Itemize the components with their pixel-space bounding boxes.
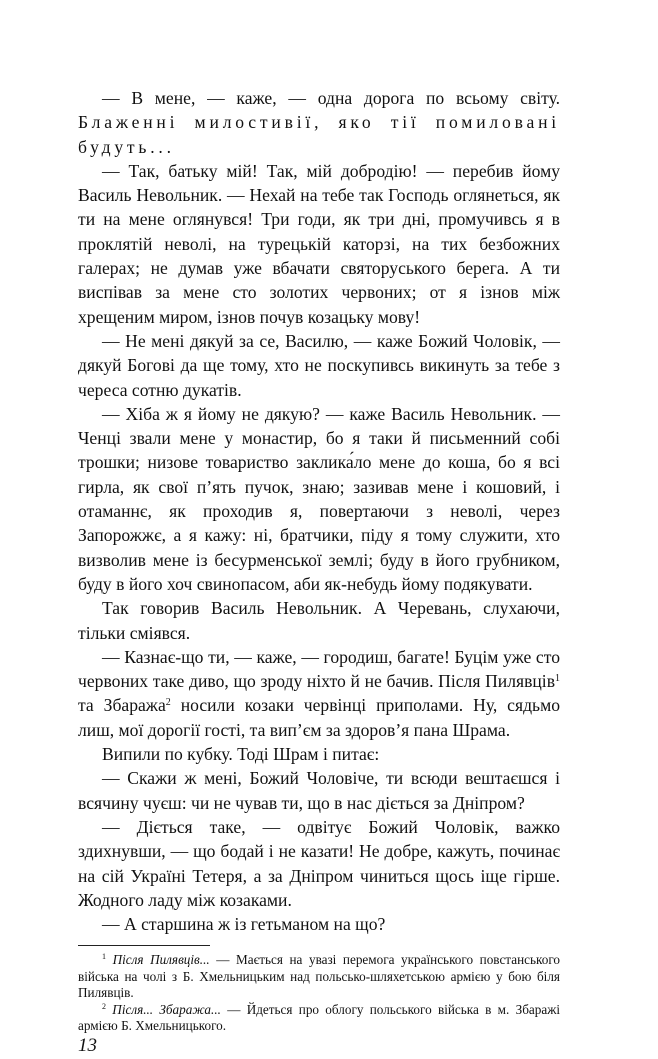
- text-segment: — Хіба ж я йому не дякую? — каже Василь Невольник. — Ченці звали мене у монастир, бо я таки й письменний собі трошки; низове товариство заклика́ло мене до коша, бо я всі гирла, як свої п’ять пучок, знаю; зазивав мене і кошовий, і отаманнє, як проходив я, повертаючи з неволі, через Запорожжє, а я кажу: ні, братчики, піду я тому служити, хто визволив мене із бесурменської землі; буду в його грубником, буду в його хоч свинопасом, аби як-небудь йому подякувати.: [78, 403, 560, 594]
- paragraph: [78, 766, 560, 815]
- text-segment: Після... Збаража...: [112, 1001, 221, 1017]
- footnote-marker: 1: [102, 952, 106, 962]
- text-segment: — Скажи ж мені, Божий Чоловіче, ти всюди вештаєшся і всячину чуєш: чи не чував ти, що в нас діється за Дніпром?: [78, 768, 560, 813]
- footnote-marker: 2: [165, 697, 171, 709]
- text-segment: [106, 952, 113, 967]
- page-number: 13: [78, 1035, 97, 1057]
- paragraph: [78, 402, 560, 596]
- body-text: [78, 86, 560, 936]
- paragraph: [78, 645, 560, 742]
- text-segment: Після Пилявців...: [112, 952, 210, 968]
- text-segment: — Діється таке, — одвітує Божий Чоловік, важко здихнувши, — що бодай і не казати! Не добре, кажуть, починає на сій Україні Тетеря, а за Дніпром чиниться щось іще гірше. Жодного ладу між козаками.: [78, 816, 560, 910]
- text-segment: — В мене, — каже, — одна дорога по всьому світу.: [102, 88, 560, 108]
- text-segment: — Йдеться про облогу польського війська в м. Збаражі армією Б. Хмельницького.: [78, 1001, 560, 1034]
- footnote: [78, 1002, 560, 1035]
- text-segment: — А старшина ж із гетьманом на що?: [102, 914, 386, 935]
- footnote: [78, 952, 560, 1001]
- text-segment: носили козаки червінці приполами. Ну, сядьмо лиш, мої дорогії гості, та вип’єм за здоров’я пана Шрама.: [78, 695, 560, 740]
- text-segment: та Збаража: [78, 695, 166, 716]
- footnote-marker: 1: [555, 673, 560, 685]
- footnote-marker: 2: [102, 1001, 106, 1011]
- text-segment: — Так, батьку мій! Так, мій добродію! — перебив йому Василь Невольник. — Нехай на тебе так Господь оглянеться, як ти на мене оглянувся! Три годи, як три дні, промучивсь я в проклятій неволі, на турецькій каторзі, на тих безбожних галерах; не думав уже вбачати святоруського берега. А ти виспівав за мене сто золотих червоних; от я ізнов між хрещеним миром, ізнов почув козацьку мову!: [78, 160, 560, 327]
- footnotes: [78, 952, 560, 1034]
- paragraph: [78, 159, 560, 329]
- text-segment: — Не мені дякуй за се, Василю, — каже Божий Чоловік, — дякуй Богові да ще тому, хто не поскупивсь викинуть за тебе з череса сотню дукатів.: [78, 330, 560, 400]
- footnote-divider: [78, 945, 210, 946]
- text-segment: Випили по кубку. Тоді Шрам і питає:: [102, 744, 380, 765]
- paragraph: [78, 912, 560, 936]
- paragraph: [78, 742, 560, 766]
- text-segment: — Мається на увазі перемога українського повстанського війська на чолі з Б. Хмельницьким над польсько-шляхетською армією у бою біля Пилявців.: [78, 952, 561, 1001]
- paragraph: [78, 329, 560, 402]
- book-page: [78, 86, 560, 1059]
- text-segment: Так говорив Василь Невольник. А Черевань, слухаючи, тільки сміявся.: [78, 598, 560, 643]
- paragraph: [78, 815, 560, 912]
- paragraph: [78, 596, 560, 645]
- paragraph: [78, 86, 560, 159]
- text-segment: Блаженні милостивії, яко тії помиловані будуть...: [78, 112, 560, 157]
- text-segment: — Казнає-що ти, — каже, — городиш, багате! Буцім уже сто червоних таке диво, що зроду ніхто й не бачив. Після Пилявців: [78, 646, 560, 692]
